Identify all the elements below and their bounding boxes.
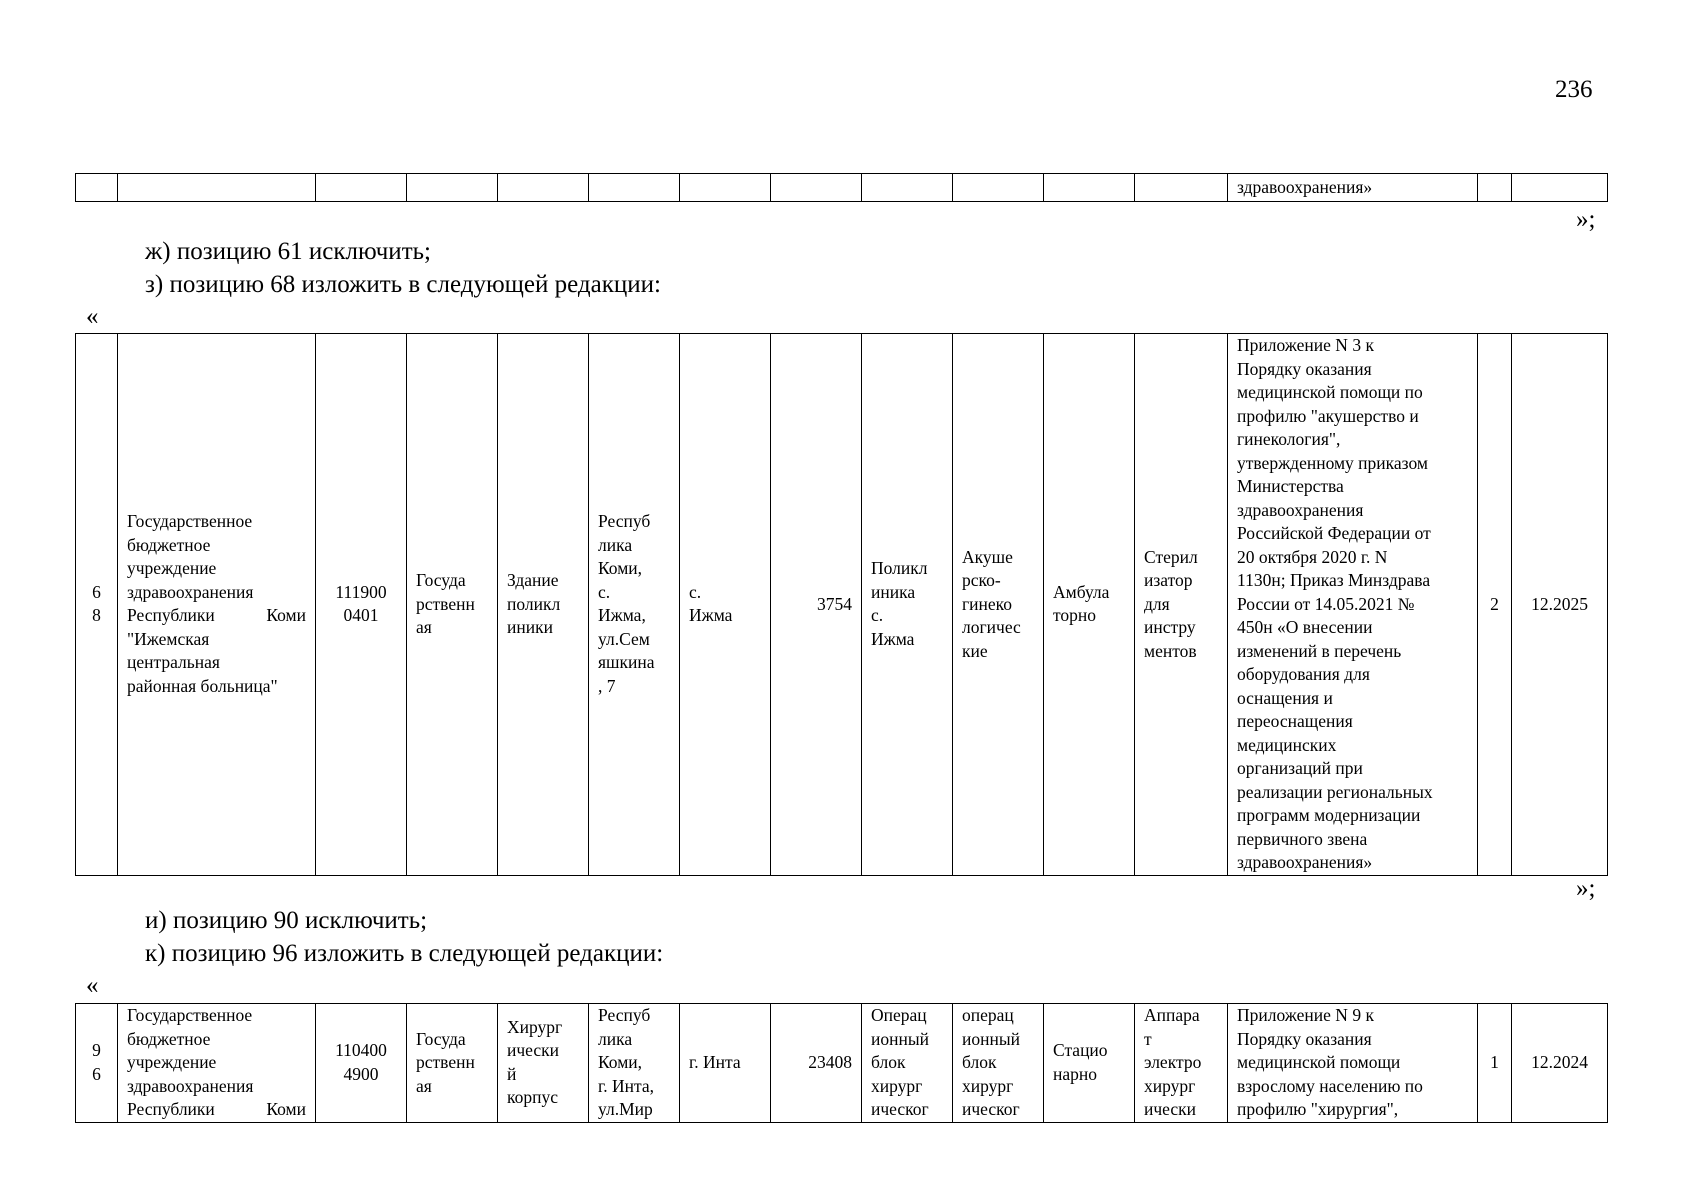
table-tail — [75, 173, 1608, 202]
cell — [76, 174, 118, 202]
basis: Приложение N 3 к Порядку оказания медицинской помощи по профилю "акушерство и гинекология", утвержденному приказом Министерства здравоохранения Российской Федерации от 20 октября 2020 г. N 1130н; Приказ Минздрава России от 14.05.2021 № 450н «О внесении изменений в перечень оборудования для оснащения и переоснащения медицинских организаций при реализации региональных программ модернизации первичного звена здравоохранения» — [1228, 334, 1478, 876]
instruction-k: к) позицию 96 изложить в следующей редакции: — [145, 940, 664, 967]
inn: 110400 4900 — [316, 1004, 407, 1123]
cell — [1478, 174, 1512, 202]
subdivision: Поликл иника с. Ижма — [862, 334, 953, 876]
quantity: 2 — [1478, 334, 1512, 876]
cell — [1135, 174, 1228, 202]
cell-basis: здравоохранения» — [1228, 174, 1478, 202]
organization-name-justified: Республики Коми — [127, 605, 306, 626]
organization-name: Государственное бюджетное учреждение здравоохранения — [127, 511, 254, 602]
care-form: Амбула торно — [1044, 334, 1135, 876]
cell — [407, 174, 498, 202]
cell — [953, 174, 1044, 202]
subdivision: Операц ионный блок хирург ическог — [862, 1004, 953, 1123]
cell — [498, 174, 589, 202]
quantity: 1 — [1478, 1004, 1512, 1123]
locality: г. Инта — [680, 1004, 771, 1123]
cell — [862, 174, 953, 202]
address: Респуб лика Коми, г. Инта, ул.Мир — [589, 1004, 680, 1123]
locality: с. Ижма — [680, 334, 771, 876]
object-name: Здание поликл иники — [498, 334, 589, 876]
table-row-96 — [75, 1003, 1608, 1123]
organization-name-justified: Республики Коми — [127, 1099, 306, 1119]
due-date: 12.2025 — [1512, 334, 1608, 876]
object-name: Хирург ически й корпус — [498, 1004, 589, 1123]
position-number: 6 8 — [76, 334, 118, 876]
equipment: Аппара т электро хирург ически — [1135, 1004, 1228, 1123]
open-quote: « — [86, 972, 99, 999]
organization — [118, 334, 316, 876]
code: 23408 — [771, 1004, 862, 1123]
page-number: 236 — [1555, 76, 1593, 103]
profile: Акуше рско- гинеко логичес кие — [953, 334, 1044, 876]
inn: 111900 0401 — [316, 334, 407, 876]
cell — [1044, 174, 1135, 202]
table-row-68 — [75, 333, 1608, 876]
cell — [118, 174, 316, 202]
code: 3754 — [771, 334, 862, 876]
due-date: 12.2024 — [1512, 1004, 1608, 1123]
cell — [1512, 174, 1608, 202]
cell — [680, 174, 771, 202]
instruction-z: з) позицию 68 изложить в следующей редакции: — [145, 271, 661, 298]
basis: Приложение N 9 к Порядку оказания медицинской помощи взрослому населению по профилю "хирургия", — [1228, 1004, 1478, 1123]
address: Респуб лика Коми, с. Ижма, ул.Сем яшкина , 7 — [589, 334, 680, 876]
cell — [771, 174, 862, 202]
close-quote: »; — [1576, 206, 1596, 233]
cell — [316, 174, 407, 202]
instruction-i: и) позицию 90 исключить; — [145, 907, 428, 934]
organization-name-tail: "Ижемская центральная районная больница" — [127, 628, 278, 696]
ownership: Госуда рственн ая — [407, 334, 498, 876]
organization — [118, 1004, 316, 1123]
cell — [589, 174, 680, 202]
organization-name: Государственное бюджетное учреждение здравоохранения — [127, 1005, 254, 1096]
ownership: Госуда рственн ая — [407, 1004, 498, 1123]
care-form: Стацио нарно — [1044, 1004, 1135, 1123]
position-number: 9 6 — [76, 1004, 118, 1123]
open-quote: « — [86, 303, 99, 330]
equipment: Стерил изатор для инстру ментов — [1135, 334, 1228, 876]
instruction-g: ж) позицию 61 исключить; — [145, 238, 431, 265]
profile: операц ионный блок хирург ическог — [953, 1004, 1044, 1123]
close-quote: »; — [1576, 875, 1596, 902]
